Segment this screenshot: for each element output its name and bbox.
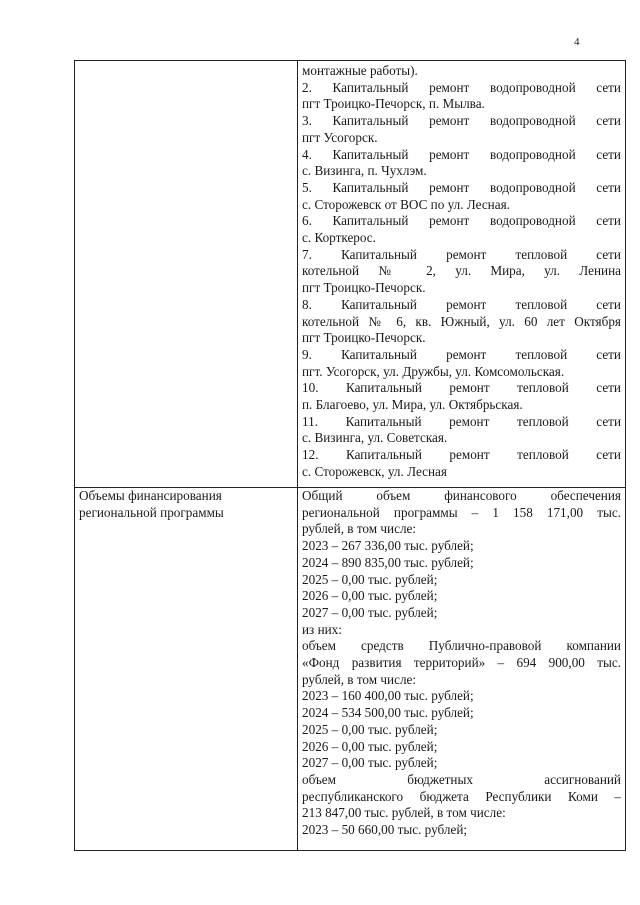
program-passport-table <box>74 60 626 851</box>
financing-line: 2025 – 0,00 тыс. рублей; <box>302 571 438 587</box>
activities-line: с. Корткерос. <box>302 230 376 246</box>
page-number: 4 <box>574 36 580 48</box>
activities-line: с. Визинга, ул. Советская. <box>302 430 448 446</box>
activities-line: 7. Капитальный ремонт тепловой сети <box>302 246 621 262</box>
financing-line: Общий объем финансового обеспечения <box>302 488 621 503</box>
activities-line: пгт Троицко-Печорск. <box>302 280 426 296</box>
activities-line: 11. Капитальный ремонт тепловой сети <box>302 413 621 429</box>
financing-text <box>302 488 621 839</box>
activities-line: с. Сторожевск, ул. Лесная <box>302 463 447 479</box>
activities-line: 12. Капитальный ремонт тепловой сети <box>302 447 621 463</box>
activities-line: 9. Капитальный ремонт тепловой сети <box>302 346 621 362</box>
financing-line: 2023 – 267 336,00 тыс. рублей; <box>302 538 474 554</box>
table-row-activities <box>75 61 626 488</box>
financing-line: рублей, в том числе: <box>302 671 417 687</box>
financing-line: 2023 – 50 660,00 тыс. рублей; <box>302 822 468 838</box>
financing-label-line-2: региональной программы <box>79 504 224 520</box>
financing-line: 213 847,00 тыс. рублей, в том числе: <box>302 805 506 821</box>
activities-line: 3. Капитальный ремонт водопроводной сети <box>302 113 621 129</box>
financing-line: объем средств Публично-правовой компании <box>302 638 621 654</box>
activities-line: с. Сторожевск от ВОС по ул. Лесная. <box>302 196 510 212</box>
financing-value-cell <box>298 488 626 851</box>
activities-line: 6. Капитальный ремонт водопроводной сети <box>302 213 621 229</box>
activities-line: котельной № 6, кв. Южный, ул. 60 лет Октября <box>302 313 621 329</box>
activities-line: с. Визинга, п. Чухлэм. <box>302 163 427 179</box>
financing-line: республиканского бюджета Республики Коми – <box>302 788 621 804</box>
financing-line: 2026 – 0,00 тыс. рублей; <box>302 738 438 754</box>
activities-list <box>302 63 621 481</box>
activities-line: монтажные работы). <box>302 63 418 78</box>
financing-line: 2026 – 0,00 тыс. рублей; <box>302 588 438 604</box>
financing-line: 2024 – 890 835,00 тыс. рублей; <box>302 554 474 570</box>
activities-line: 2. Капитальный ремонт водопроводной сети <box>302 79 621 95</box>
financing-label-cell <box>75 488 298 851</box>
row1-left-cell <box>75 61 298 488</box>
financing-line: региональной программы – 1 158 171,00 тыс. <box>302 504 621 520</box>
activities-line: 8. Капитальный ремонт тепловой сети <box>302 296 621 312</box>
activities-line: 10. Капитальный ремонт тепловой сети <box>302 380 621 396</box>
activities-line: пгт. Усогорск, ул. Дружбы, ул. Комсомольская. <box>302 363 565 379</box>
financing-line: 2027 – 0,00 тыс. рублей; <box>302 755 438 771</box>
table-row-financing <box>75 488 626 851</box>
row1-right-cell <box>298 61 626 488</box>
activities-line: 5. Капитальный ремонт водопроводной сети <box>302 179 621 195</box>
financing-line: рублей, в том числе: <box>302 521 417 537</box>
activities-line: котельной № 2, ул. Мира, ул. Ленина <box>302 263 621 279</box>
financing-line: 2023 – 160 400,00 тыс. рублей; <box>302 688 474 704</box>
financing-line: из них: <box>302 621 342 637</box>
activities-line: пгт Троицко-Печорск. <box>302 330 426 346</box>
activities-line: пгт Усогорск. <box>302 129 378 145</box>
activities-line: пгт Троицко-Печорск, п. Мылва. <box>302 96 485 112</box>
activities-line: 4. Капитальный ремонт водопроводной сети <box>302 146 621 162</box>
financing-line: «Фонд развития территорий» – 694 900,00 тыс. <box>302 655 621 671</box>
financing-line: 2025 – 0,00 тыс. рублей; <box>302 721 438 737</box>
financing-label-line-1: Объемы финансирования <box>79 488 222 503</box>
activities-line: п. Благоево, ул. Мира, ул. Октябрьская. <box>302 397 523 413</box>
financing-line: объем бюджетных ассигнований <box>302 771 621 787</box>
financing-line: 2024 – 534 500,00 тыс. рублей; <box>302 705 474 721</box>
financing-line: 2027 – 0,00 тыс. рублей; <box>302 604 438 620</box>
